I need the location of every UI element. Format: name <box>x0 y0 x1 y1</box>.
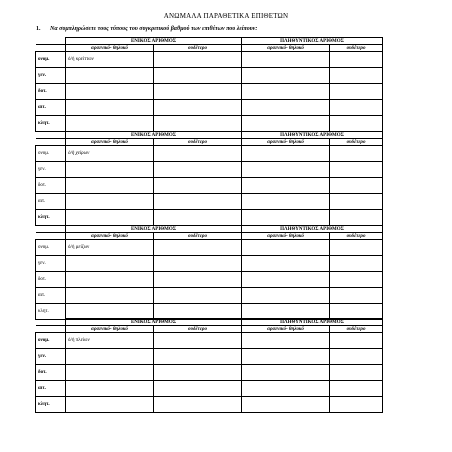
case-label: δοτ. <box>36 84 66 100</box>
answer-cell[interactable] <box>242 381 330 397</box>
plural-masc-fem-header: αρσενικό- θηλυκό <box>242 233 330 240</box>
answer-cell[interactable] <box>154 68 242 84</box>
answer-cell[interactable] <box>66 116 154 132</box>
answer-cell[interactable] <box>330 210 383 226</box>
answer-cell[interactable] <box>330 52 383 68</box>
answer-cell[interactable] <box>154 178 242 194</box>
answer-cell[interactable] <box>154 210 242 226</box>
table-row <box>36 52 383 68</box>
case-label: γεν. <box>36 349 66 365</box>
case-label: αιτ. <box>36 288 66 304</box>
table-row <box>36 381 383 397</box>
answer-cell[interactable] <box>154 194 242 210</box>
case-label: γεν. <box>36 68 66 84</box>
answer-cell[interactable] <box>66 349 154 365</box>
answer-cell[interactable] <box>330 84 383 100</box>
answer-cell[interactable] <box>154 333 242 349</box>
answer-cell[interactable] <box>66 272 154 288</box>
answer-cell[interactable] <box>154 240 242 256</box>
answer-cell[interactable] <box>242 210 330 226</box>
singular-header: ΕΝΙΚΟΣ ΑΡΙΘΜΟΣ <box>66 38 242 45</box>
answer-cell[interactable] <box>330 365 383 381</box>
plural-header: ΠΛΗΘΥΝΤΙΚΟΣ ΑΡΙΘΜΟΣ <box>242 132 383 139</box>
answer-cell[interactable] <box>330 397 383 413</box>
answer-cell[interactable] <box>330 240 383 256</box>
singular-header: ΕΝΙΚΟΣ ΑΡΙΘΜΟΣ <box>66 132 242 139</box>
answer-cell[interactable] <box>242 333 330 349</box>
answer-cell[interactable] <box>66 162 154 178</box>
table-row <box>36 162 383 178</box>
plural-neuter-header: ουδέτερο <box>330 326 383 333</box>
singular-neuter-header: ουδέτερο <box>154 139 242 146</box>
case-label: ονομ. <box>36 333 66 349</box>
table-row <box>36 194 383 210</box>
answer-cell[interactable] <box>154 162 242 178</box>
case-label: αιτ. <box>36 100 66 116</box>
answer-cell[interactable] <box>66 210 154 226</box>
table-row <box>36 397 383 413</box>
case-label: δοτ. <box>36 365 66 381</box>
answer-cell[interactable] <box>66 194 154 210</box>
answer-cell[interactable] <box>66 84 154 100</box>
case-label: γεν. <box>36 162 66 178</box>
answer-cell[interactable] <box>330 333 383 349</box>
answer-cell[interactable] <box>66 288 154 304</box>
table-row <box>36 240 383 256</box>
case-label: δοτ. <box>36 272 66 288</box>
table-row <box>36 256 383 272</box>
answer-cell[interactable] <box>242 146 330 162</box>
plural-masc-fem-header: αρσενικό- θηλυκό <box>242 45 330 52</box>
plural-header: ΠΛΗΘΥΝΤΙΚΟΣ ΑΡΙΘΜΟΣ <box>242 38 383 45</box>
given-form: ὁ/ἡ μείζων <box>66 240 154 256</box>
instruction-number: 1. <box>36 26 41 32</box>
singular-masc-fem-header: αρσενικό- θηλυκό <box>66 139 154 146</box>
given-form: ὁ/ἡ χείρων <box>66 146 154 162</box>
instruction <box>36 26 257 32</box>
declension-table-2 <box>35 131 383 226</box>
answer-cell[interactable] <box>154 84 242 100</box>
answer-cell[interactable] <box>154 116 242 132</box>
plural-header: ΠΛΗΘΥΝΤΙΚΟΣ ΑΡΙΘΜΟΣ <box>242 226 383 233</box>
singular-neuter-header: ουδέτερο <box>154 45 242 52</box>
answer-cell[interactable] <box>242 100 330 116</box>
answer-cell[interactable] <box>242 116 330 132</box>
answer-cell[interactable] <box>154 397 242 413</box>
answer-cell[interactable] <box>330 349 383 365</box>
table-row <box>36 349 383 365</box>
answer-cell[interactable] <box>242 272 330 288</box>
case-label: κλητ. <box>36 210 66 226</box>
table-row <box>36 178 383 194</box>
answer-cell[interactable] <box>154 272 242 288</box>
answer-cell[interactable] <box>242 365 330 381</box>
table-row <box>36 365 383 381</box>
answer-cell[interactable] <box>154 100 242 116</box>
answer-cell[interactable] <box>330 100 383 116</box>
case-label: κλητ. <box>36 397 66 413</box>
table-row <box>36 333 383 349</box>
plural-neuter-header: ουδέτερο <box>330 45 383 52</box>
case-label: ονομ. <box>36 146 66 162</box>
singular-header: ΕΝΙΚΟΣ ΑΡΙΘΜΟΣ <box>66 226 242 233</box>
answer-cell[interactable] <box>66 100 154 116</box>
singular-neuter-header: ουδέτερο <box>154 326 242 333</box>
declension-table-3 <box>35 225 383 320</box>
answer-cell[interactable] <box>66 381 154 397</box>
given-form: ὁ/ἡ πλείων <box>66 333 154 349</box>
answer-cell[interactable] <box>154 288 242 304</box>
given-form: ὁ/ἡ κρείττων <box>66 52 154 68</box>
singular-masc-fem-header: αρσενικό- θηλυκό <box>66 326 154 333</box>
declension-table-4 <box>35 318 383 413</box>
case-label: ονομ. <box>36 240 66 256</box>
answer-cell[interactable] <box>242 178 330 194</box>
case-label: δοτ. <box>36 178 66 194</box>
answer-cell[interactable] <box>242 52 330 68</box>
singular-masc-fem-header: αρσενικό- θηλυκό <box>66 45 154 52</box>
answer-cell[interactable] <box>242 240 330 256</box>
singular-neuter-header: ουδέτερο <box>154 233 242 240</box>
answer-cell[interactable] <box>242 194 330 210</box>
instruction-text: Να συμπληρώσετε τους τύπους του συγκριτικού βαθμού των επιθέτων που λείπουν: <box>50 26 258 32</box>
plural-header: ΠΛΗΘΥΝΤΙΚΟΣ ΑΡΙΘΜΟΣ <box>242 319 383 326</box>
table-row <box>36 100 383 116</box>
answer-cell[interactable] <box>330 256 383 272</box>
plural-masc-fem-header: αρσενικό- θηλυκό <box>242 139 330 146</box>
answer-cell[interactable] <box>330 146 383 162</box>
plural-neuter-header: ουδέτερο <box>330 233 383 240</box>
answer-cell[interactable] <box>242 349 330 365</box>
declension-table-1 <box>35 37 383 132</box>
answer-cell[interactable] <box>330 68 383 84</box>
table-row <box>36 84 383 100</box>
case-label: αιτ. <box>36 194 66 210</box>
answer-cell[interactable] <box>242 162 330 178</box>
answer-cell[interactable] <box>242 256 330 272</box>
table-row <box>36 272 383 288</box>
case-label: κλητ. <box>36 304 66 320</box>
plural-neuter-header: ουδέτερο <box>330 139 383 146</box>
case-label: κλητ. <box>36 116 66 132</box>
answer-cell[interactable] <box>154 349 242 365</box>
plural-masc-fem-header: αρσενικό- θηλυκό <box>242 326 330 333</box>
answer-cell[interactable] <box>330 162 383 178</box>
answer-cell[interactable] <box>154 365 242 381</box>
answer-cell[interactable] <box>66 178 154 194</box>
table-row <box>36 288 383 304</box>
table-row <box>36 146 383 162</box>
table-row <box>36 210 383 226</box>
answer-cell[interactable] <box>242 288 330 304</box>
answer-cell[interactable] <box>330 116 383 132</box>
answer-cell[interactable] <box>66 256 154 272</box>
case-label: γεν. <box>36 256 66 272</box>
answer-cell[interactable] <box>154 52 242 68</box>
answer-cell[interactable] <box>242 397 330 413</box>
answer-cell[interactable] <box>154 256 242 272</box>
answer-cell[interactable] <box>66 68 154 84</box>
answer-cell[interactable] <box>330 178 383 194</box>
table-row <box>36 116 383 132</box>
answer-cell[interactable] <box>242 68 330 84</box>
answer-cell[interactable] <box>330 194 383 210</box>
case-label: αιτ. <box>36 381 66 397</box>
table-row <box>36 68 383 84</box>
answer-cell[interactable] <box>154 381 242 397</box>
answer-cell[interactable] <box>154 146 242 162</box>
answer-cell[interactable] <box>330 288 383 304</box>
page-title: ΑΝΩΜΑΛΑ ΠΑΡΑΘΕΤΙΚΑ ΕΠΙΘΕΤΩΝ <box>163 12 289 20</box>
singular-header: ΕΝΙΚΟΣ ΑΡΙΘΜΟΣ <box>66 319 242 326</box>
answer-cell[interactable] <box>330 381 383 397</box>
answer-cell[interactable] <box>330 272 383 288</box>
answer-cell[interactable] <box>66 365 154 381</box>
answer-cell[interactable] <box>242 84 330 100</box>
answer-cell[interactable] <box>66 397 154 413</box>
singular-masc-fem-header: αρσενικό- θηλυκό <box>66 233 154 240</box>
case-label: ονομ. <box>36 52 66 68</box>
